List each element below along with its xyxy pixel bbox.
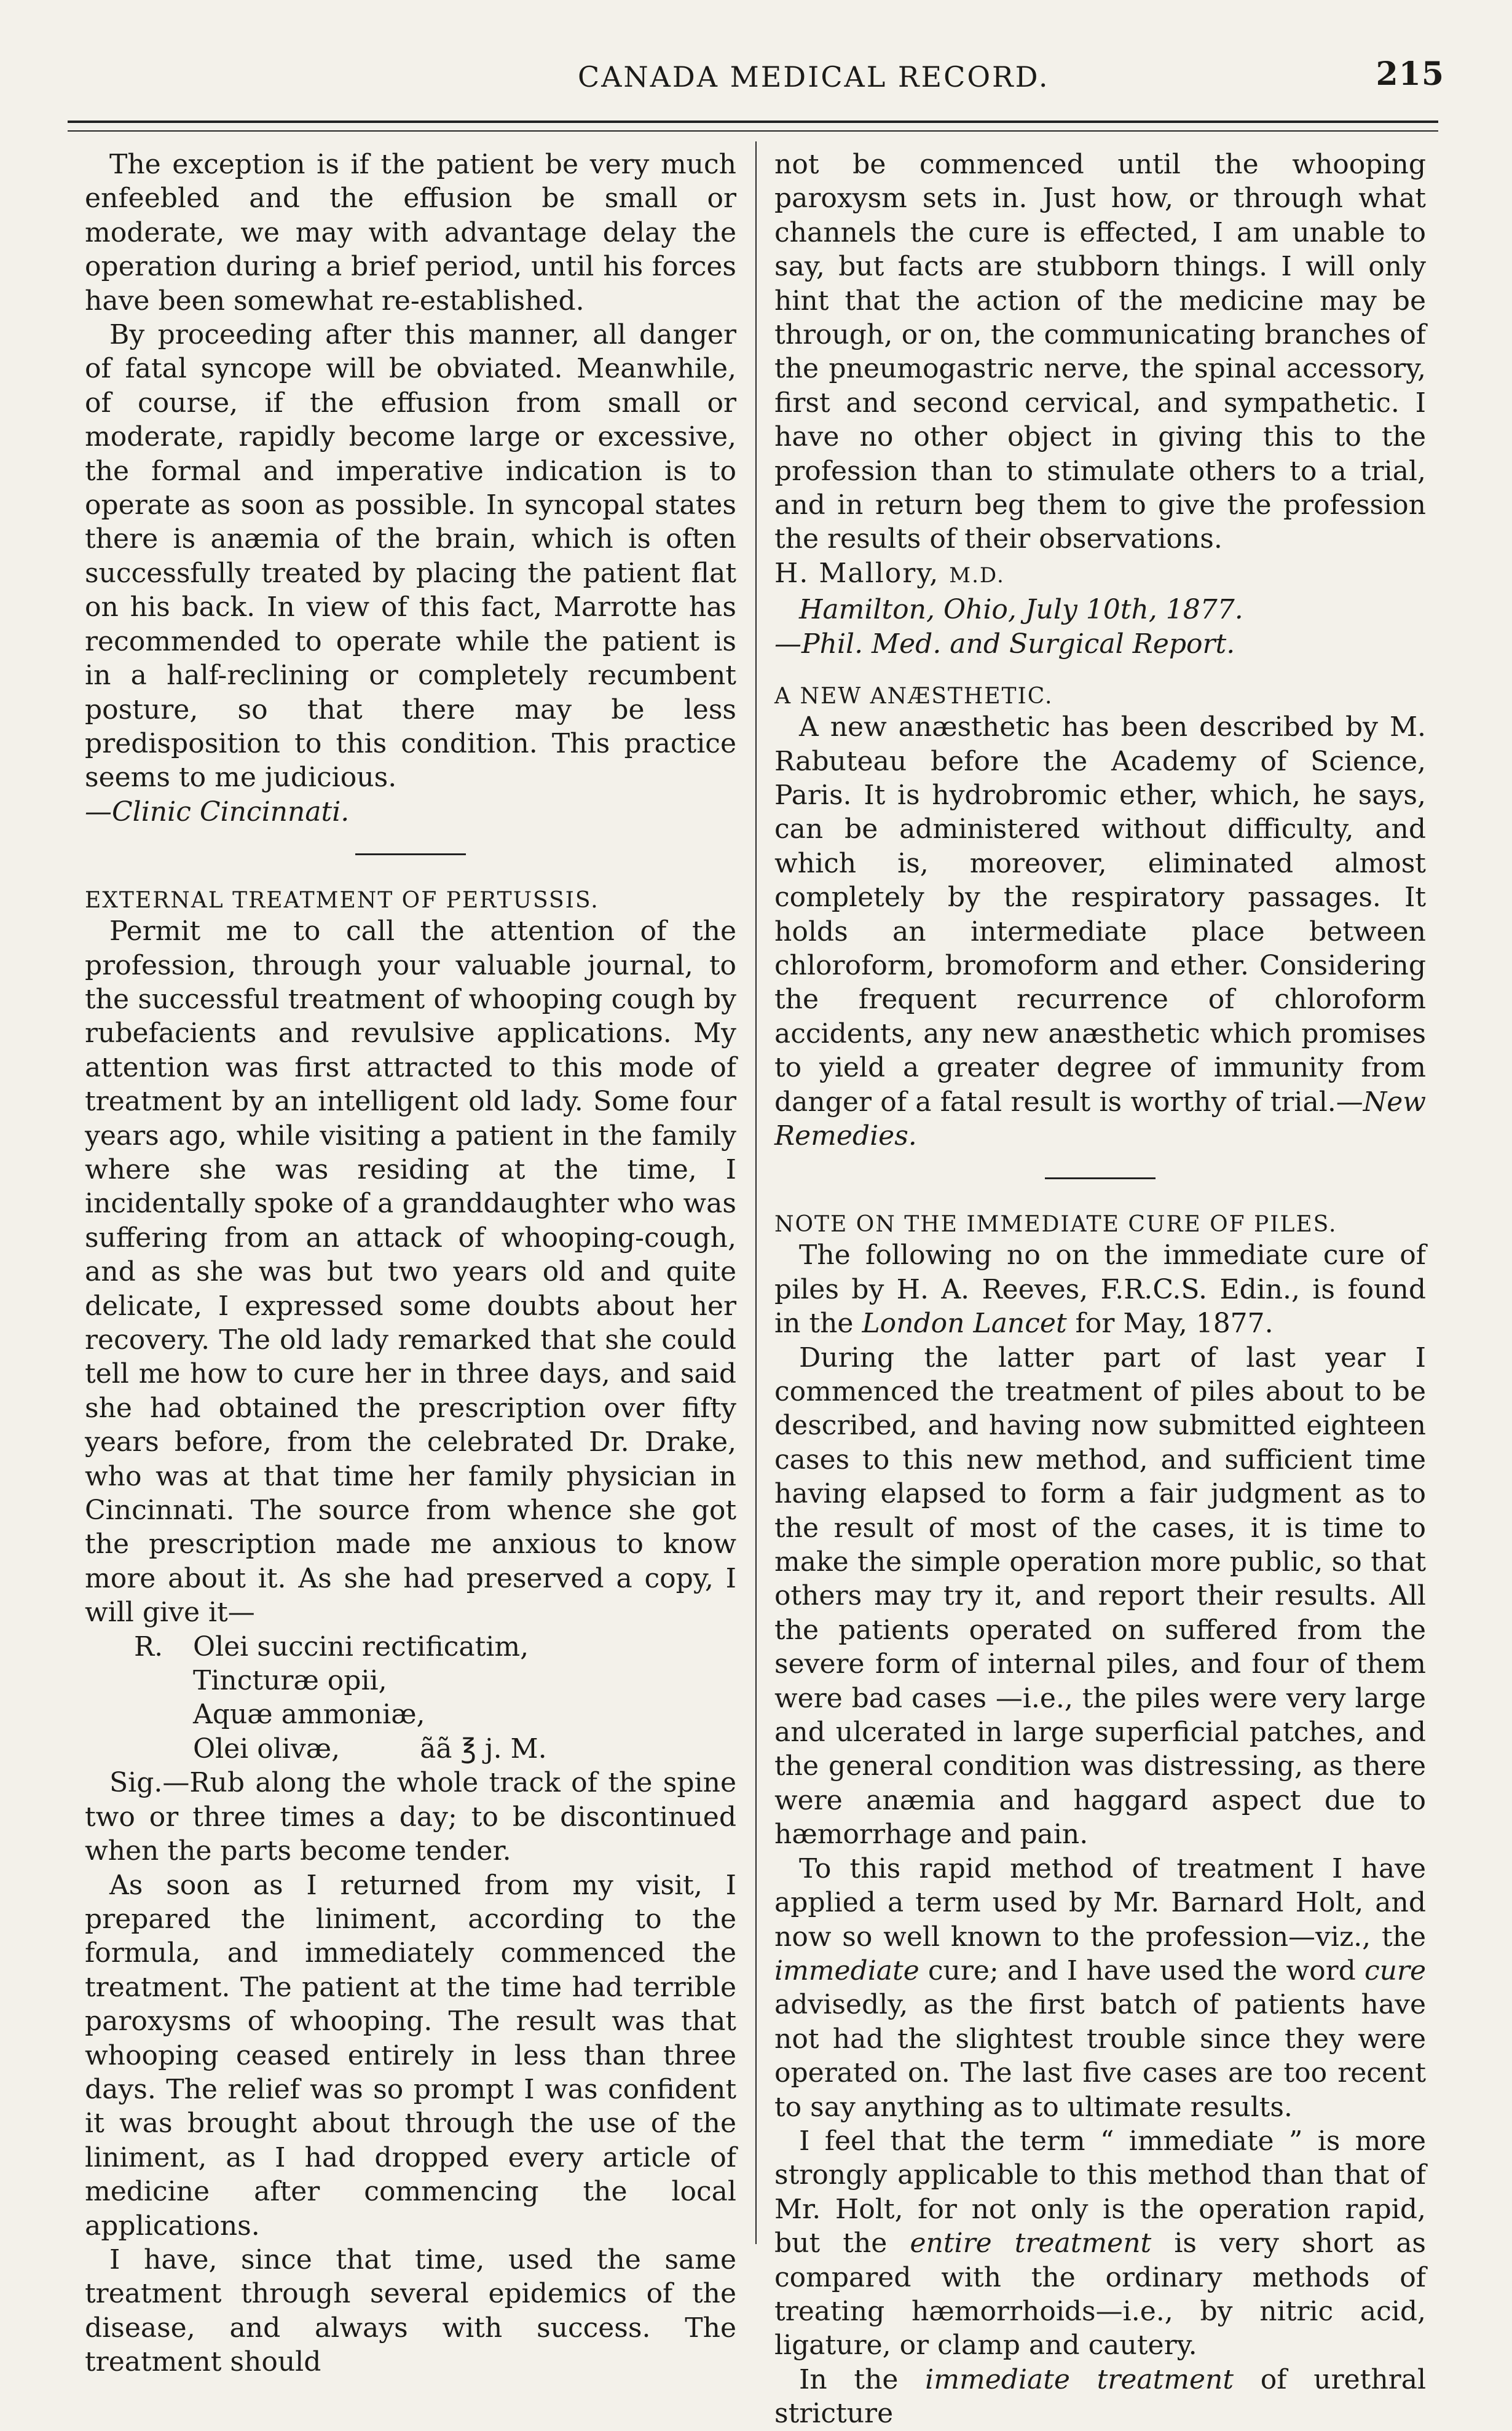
journal-title: CANADA MEDICAL RECORD. xyxy=(578,60,1050,93)
header-rule-thick xyxy=(68,121,1438,123)
paragraph: By proceeding after this manner, all danger of fatal syncope will be obviated. Meanwhile, of course, if the effusion from small or moderate, rapidly become large or excessive, the formal and imperative indication is to operate as soon as possible. In syncopal states there is anæmia of the brain, which is often successfully treated by placing the patient flat on his back. In view of this fact, Marrotte has recommended to operate while the patient is in a half-reclining or completely recumbent posture, so that there may be less predisposition to this condition. This practice seems to me judicious. xyxy=(85,319,736,794)
left-column xyxy=(85,148,736,2379)
section-title: EXTERNAL TREATMENT OF PERTUSSIS. xyxy=(85,888,599,914)
column-divider xyxy=(755,141,757,2244)
signature-source: —Phil. Med. and Surgical Report. xyxy=(774,628,1235,660)
paragraph: As soon as I returned from my visit, I prepared the liniment, according to the formula, and immediately commenced the treatment. The patient at the time had terrible paroxysms of whooping. The result was that whooping ceased entirely in less than three days. The relief was so prompt I was confident it was brought about through the use of the liniment, as I had dropped every article of medicine after commencing the local applications. xyxy=(85,1869,736,2242)
right-column xyxy=(774,148,1426,2431)
header-rule-thin xyxy=(68,130,1438,132)
section-title: NOTE ON THE IMMEDIATE CURE OF PILES. xyxy=(774,1212,1337,1238)
paragraph: Sig.—Rub along the whole track of the spine two or three times a day; to be discontinued when the parts become tender. xyxy=(85,1767,736,1867)
signature-name: H. Mallory, M.D. xyxy=(774,557,1005,589)
prescription xyxy=(85,1630,736,1766)
section-title: A NEW ANÆSTHETIC. xyxy=(774,684,1053,710)
source-citation: New Remedies. xyxy=(774,1086,1426,1152)
attribution: —Clinic Cincinnati. xyxy=(85,796,350,828)
paragraph: I have, since that time, used the same treatment through several epidemics of the disease, and always with success. The treatment should xyxy=(85,2243,736,2378)
rx-line: Aquæ ammoniæ, xyxy=(193,1699,425,1731)
paragraph: The following no on the immediate cure of piles by H. A. Reeves, F.R.C.S. Edin., is found in the London Lancet for May, 1877. xyxy=(774,1239,1426,1340)
paragraph: During the latter part of last year I commenced the treatment of piles about to be described, and having now submitted eighteen cases to this new method, and sufficient time having elapsed to form a fair judgment as to the result of most of the cases, it is time to make the simple operation more public, so that others may try it, and report their results. All the patients operated on suffered from the severe form of internal piles, and four of them were bad cases —i.e., the piles were very large and ulcerated in large superficial patches, and the general condition was distressing, as there were anæmia and haggard aspect due to hæmorrhage and pain. xyxy=(774,1342,1426,1851)
paragraph: The exception is if the patient be very much enfeebled and the effusion be small or moderate, we may with advantage delay the operation during a brief period, until his forces have been somewhat re-established. xyxy=(85,149,736,317)
paragraph: A new anæsthetic has been described by M. Rabuteau before the Academy of Science, Paris. It is hydrobromic ether, which, he says, can be administered without difficulty, and which is, moreover, eliminated almost completely by the respiratory passages. It holds an intermediate place between chloroform, bromoform and ether. Considering the frequent recurrence of chloroform accidents, any new anæsthetic which promises to yield a greater degree of immunity from danger of a fatal result is worthy of trial.—New Remedies. xyxy=(774,711,1426,1152)
rx-line: Olei olivæ, xyxy=(193,1733,341,1765)
running-header xyxy=(49,49,1444,98)
rx-line: Olei succini rectificatim, xyxy=(193,1631,529,1662)
rx-dose: ãã ℥ j. M. xyxy=(420,1733,547,1765)
signature-place: Hamilton, Ohio, July 10th, 1877. xyxy=(799,594,1243,626)
rx-line: Tincturæ opii, xyxy=(193,1665,387,1697)
paragraph: In the immediate treatment of urethral stricture xyxy=(774,2363,1427,2430)
section-divider xyxy=(355,853,466,855)
paragraph: I feel that the term “ immediate ” is more strongly applicable to this method than that of Mr. Holt, for not only is the operation rapid, but the entire treatment is very short as compared with the ordinary methods of treating hæmorrhoids—i.e., by nitric acid, ligature, or clamp and cautery. xyxy=(774,2125,1427,2362)
paragraph: not be commenced until the whooping paroxysm sets in. Just how, or through what channels the cure is effected, I am unable to say, but facts are stubborn things. I will only hint that the action of the medicine may be through, or on, the communicating branches of the pneumogastric nerve, the spinal accessory, first and second cervical, and sympathetic. I have no other object in giving this to the profession than to stimulate others to a trial, and in return beg them to give the profession the results of their observations. xyxy=(774,149,1426,555)
page-number: 215 xyxy=(1376,55,1444,93)
section-divider xyxy=(1045,1177,1156,1179)
rx-label: R. xyxy=(134,1631,163,1662)
paragraph: To this rapid method of treatment I have applied a term used by Mr. Barnard Holt, and now so well known to the profession—viz., the immediate cure; and I have used the word cure advisedly, as the first batch of patients have not had the slightest trouble since they were operated on. The last five cases are too recent to say anything as to ultimate results. xyxy=(774,1852,1426,2123)
paragraph: Permit me to call the attention of the profession, through your valuable journal, to the successful treatment of whooping cough by rubefacients and revulsive applications. My attention was first attracted to this mode of treatment by an intelligent old lady. Some four years ago, while visiting a patient in the family where she was residing at the time, I incidentally spoke of a granddaughter who was suffering from an attack of whooping-cough, and as she was but two years old and quite delicate, I expressed some doubts about her recovery. The old lady remarked that she could tell me how to cure her in three days, and said she had obtained the prescription over fifty years before, from the celebrated Dr. Drake, who was at that time her family physician in Cincinnati. The source from whence she got the prescription made me anxious to know more about it. As she had preserved a copy, I will give it— xyxy=(85,915,736,1629)
